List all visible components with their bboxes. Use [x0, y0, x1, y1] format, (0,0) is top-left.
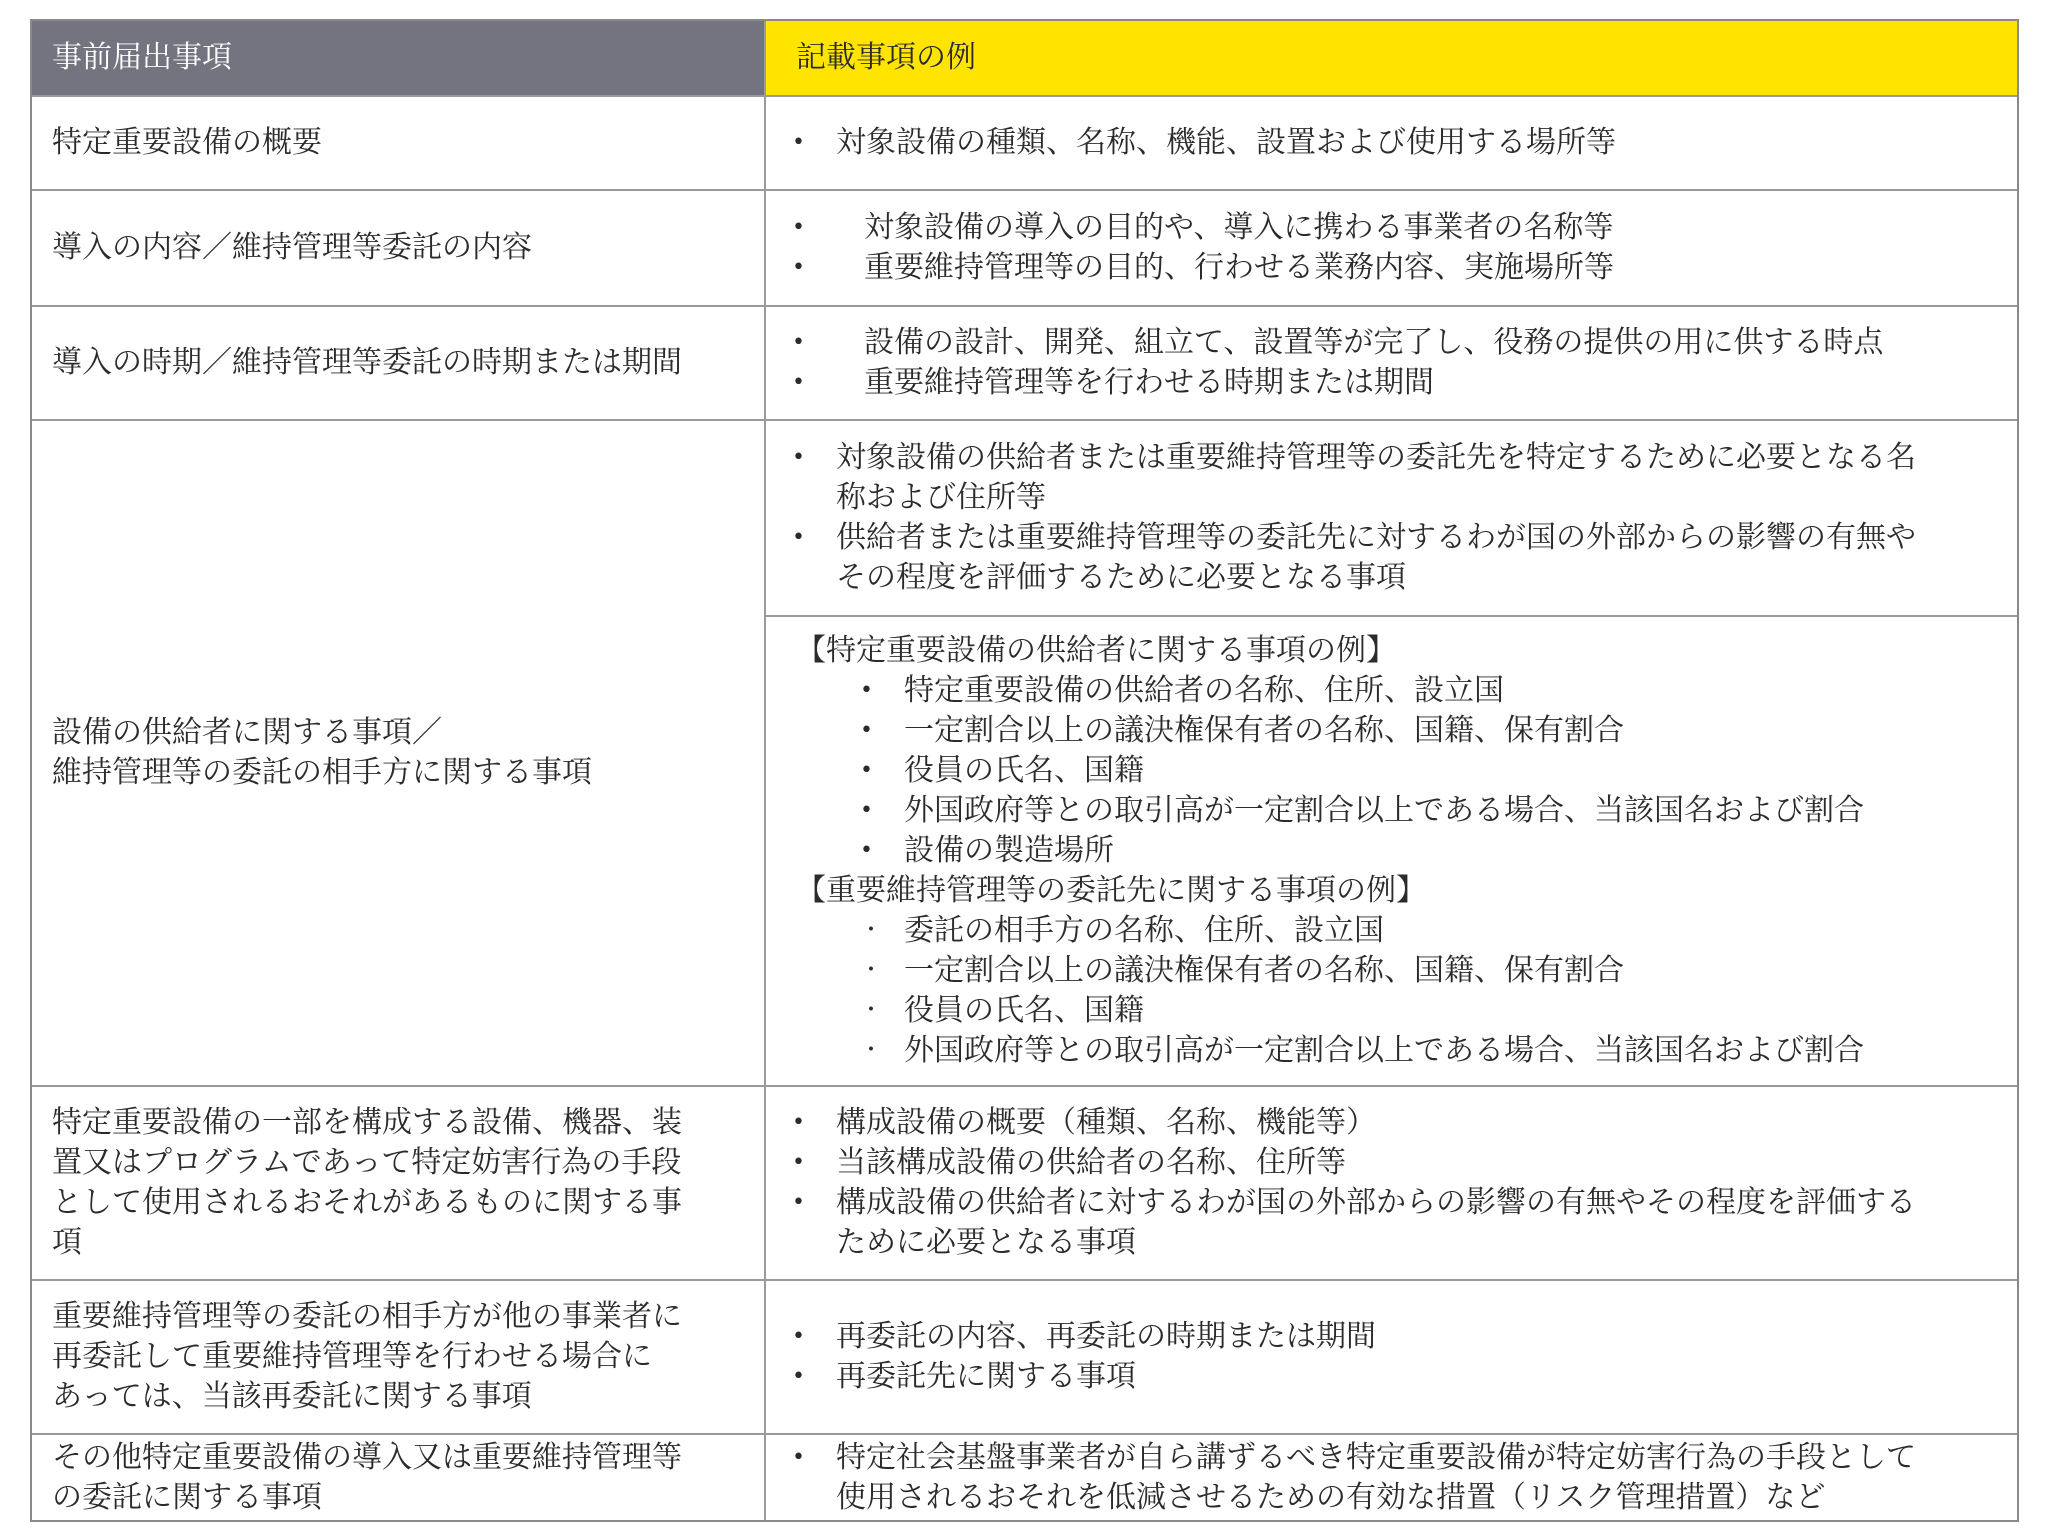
row-content	[766, 307, 2017, 419]
table-row	[32, 307, 2017, 421]
bullet-icon: •	[792, 445, 805, 470]
bullet-icon: •	[860, 758, 873, 783]
bullet-icon: •	[792, 1110, 805, 1135]
header-examples: 記載事項の例	[766, 21, 2017, 95]
bullet-icon: •	[792, 1444, 805, 1470]
row-content	[766, 1435, 2017, 1520]
bullet-icon: •	[792, 130, 805, 155]
detailed-examples	[766, 617, 2017, 1085]
bullet-icon: •	[860, 838, 873, 863]
supplier-heading: 【特定重要設備の供給者に関する事項の例】	[796, 633, 1396, 668]
bullet-item: • 特定社会基盤事業者が自ら講ずるべき特定重要設備が特定妨害行為の手段として 使用されるおそれを低減させるための有効な措置（リスク管理措置）など	[792, 1438, 1997, 1518]
bullet-item: • 供給者または重要維持管理等の委託先に対するわが国の外部からの影響の有無や その程度を評価するために必要となる事項	[792, 518, 1997, 598]
contractor-heading: 【重要維持管理等の委託先に関する事項の例】	[796, 873, 1426, 908]
row-label: 設備の供給者に関する事項／ 維持管理等の委託の相手方に関する事項	[32, 421, 766, 1085]
bullet-icon: •	[792, 1190, 805, 1215]
bullet-item: • 当該構成設備の供給者の名称、住所等	[792, 1143, 1997, 1183]
table-row	[32, 1087, 2017, 1281]
bullet-item: • 重要維持管理等の目的、行わせる業務内容、実施場所等	[792, 248, 1997, 288]
bullet-item: • 対象設備の種類、名称、機能、設置および使用する場所等	[792, 123, 1997, 163]
row-content	[766, 1087, 2017, 1279]
bullet-item: • 再委託先に関する事項	[792, 1357, 1997, 1397]
table-row	[32, 1435, 2017, 1520]
row-content	[766, 1281, 2017, 1433]
row-content	[766, 421, 2017, 1085]
list-item: • 一定割合以上の議決権保有者の名称、国籍、保有割合	[796, 711, 1997, 751]
bullet-icon: •	[792, 370, 805, 395]
bullet-icon: ・	[860, 958, 883, 983]
bullet-icon: •	[792, 215, 805, 240]
table-row	[32, 97, 2017, 191]
bullet-icon: •	[792, 255, 805, 280]
table-row	[32, 191, 2017, 307]
table-header	[32, 21, 2017, 97]
table-row	[32, 421, 2017, 1087]
list-item: • 役員の氏名、国籍	[796, 751, 1997, 791]
bullet-item: • 設備の設計、開発、組立て、設置等が完了し、役務の提供の用に供する時点	[792, 323, 1997, 363]
row-content	[766, 97, 2017, 189]
items-table	[30, 19, 2019, 1522]
list-item: • 特定重要設備の供給者の名称、住所、設立国	[796, 671, 1997, 711]
bullet-item: • 対象設備の供給者または重要維持管理等の委託先を特定するために必要となる名 称および住所等	[792, 438, 1997, 518]
bullet-item: • 構成設備の供給者に対するわが国の外部からの影響の有無やその程度を評価する ために必要となる事項	[792, 1183, 1997, 1263]
bullet-icon: •	[792, 1324, 805, 1349]
list-item: ・ 外国政府等との取引高が一定割合以上である場合、当該国名および割合	[796, 1031, 1997, 1071]
bullet-item: • 構成設備の概要（種類、名称、機能等）	[792, 1103, 1997, 1143]
bullet-icon: •	[792, 330, 805, 355]
bullet-icon: ・	[860, 918, 883, 943]
bullet-item: • 対象設備の導入の目的や、導入に携わる事業者の名称等	[792, 208, 1997, 248]
general-items	[766, 421, 2017, 617]
table-row	[32, 1281, 2017, 1435]
list-item: ・ 一定割合以上の議決権保有者の名称、国籍、保有割合	[796, 951, 1997, 991]
row-label: 特定重要設備の一部を構成する設備、機器、装 置又はプログラムであって特定妨害行為の手段 として使用されるおそれがあるものに関する事 項	[32, 1087, 766, 1279]
list-item: ・ 役員の氏名、国籍	[796, 991, 1997, 1031]
row-label: 導入の内容／維持管理等委託の内容	[32, 191, 766, 305]
row-label: その他特定重要設備の導入又は重要維持管理等 の委託に関する事項	[32, 1435, 766, 1520]
bullet-icon: •	[860, 678, 873, 703]
bullet-item: • 重要維持管理等を行わせる時期または期間	[792, 363, 1997, 403]
list-item: ・ 委託の相手方の名称、住所、設立国	[796, 911, 1997, 951]
list-item: • 設備の製造場所	[796, 831, 1997, 871]
bullet-icon: •	[792, 1364, 805, 1389]
bullet-item: • 再委託の内容、再委託の時期または期間	[792, 1317, 1997, 1357]
bullet-icon: •	[860, 798, 873, 823]
bullet-icon: ・	[860, 1038, 883, 1063]
header-notice-items: 事前届出事項	[32, 21, 766, 95]
list-item: • 外国政府等との取引高が一定割合以上である場合、当該国名および割合	[796, 791, 1997, 831]
bullet-icon: ・	[860, 998, 883, 1023]
row-label: 特定重要設備の概要	[32, 97, 766, 189]
row-content	[766, 191, 2017, 305]
bullet-icon: •	[860, 718, 873, 743]
row-label: 重要維持管理等の委託の相手方が他の事業者に 再委託して重要維持管理等を行わせる場合に あっては、当該再委託に関する事項	[32, 1281, 766, 1433]
bullet-icon: •	[792, 525, 805, 550]
bullet-icon: •	[792, 1150, 805, 1175]
row-label: 導入の時期／維持管理等委託の時期または期間	[32, 307, 766, 419]
